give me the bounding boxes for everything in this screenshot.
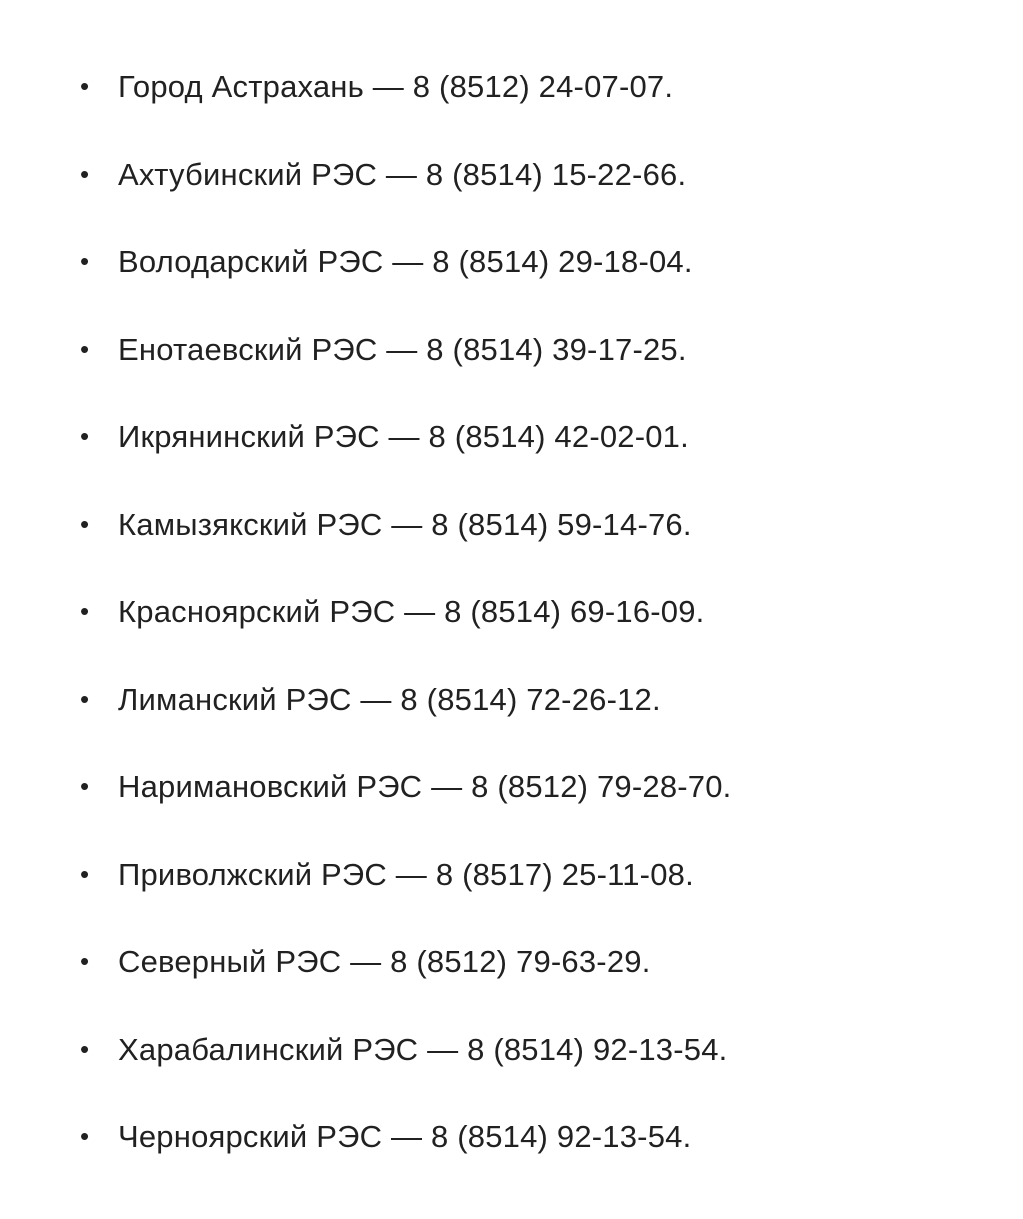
phone-entry-text: Наримановский РЭС — 8 (8512) 79-28-70. — [118, 769, 732, 804]
phone-entry-text: Город Астрахань — 8 (8512) 24-07-07. — [118, 69, 674, 104]
list-item — [80, 854, 1003, 895]
phone-entry-text: Лиманский РЭС — 8 (8514) 72-26-12. — [118, 681, 661, 717]
phone-entry-text: Володарский РЭС — 8 (8514) 29-18-04. — [118, 244, 693, 279]
bullet-icon: • — [80, 946, 90, 976]
bullet-icon: • — [80, 771, 90, 801]
list-item — [80, 941, 1003, 982]
bullet-icon: • — [80, 421, 90, 451]
list-item — [80, 1029, 1003, 1070]
phone-entry-text: Камызякский РЭС — 8 (8514) 59-14-76. — [118, 506, 692, 542]
bullet-icon: • — [80, 1121, 90, 1151]
phone-entry-text: Ахтубинский РЭС — 8 (8514) 15-22-66. — [118, 156, 687, 192]
phone-entry-text: Северный РЭС — 8 (8512) 79-63-29. — [118, 944, 651, 979]
bullet-icon: • — [80, 508, 90, 539]
phone-entry-text: Черноярский РЭС — 8 (8514) 92-13-54. — [118, 1119, 692, 1154]
list-item — [80, 1116, 1003, 1157]
bullet-icon: • — [80, 71, 90, 101]
phone-entry-text: Икрянинский РЭС — 8 (8514) 42-02-01. — [118, 419, 689, 454]
list-item — [80, 416, 1003, 457]
bullet-icon: • — [80, 596, 90, 626]
phone-entry-text: Красноярский РЭС — 8 (8514) 69-16-09. — [118, 594, 705, 629]
bullet-icon: • — [80, 158, 90, 189]
list-item — [80, 591, 1003, 632]
list-item — [80, 504, 1003, 545]
phone-entry-text: Приволжский РЭС — 8 (8517) 25-11-08. — [118, 856, 694, 892]
phone-entry-text: Енотаевский РЭС — 8 (8514) 39-17-25. — [118, 331, 687, 367]
bullet-icon: • — [80, 683, 90, 714]
bullet-icon: • — [80, 333, 90, 364]
list-item — [80, 329, 1003, 370]
phone-entry-text: Харабалинский РЭС — 8 (8514) 92-13-54. — [118, 1031, 728, 1067]
bullet-icon: • — [80, 246, 90, 276]
list-item — [80, 241, 1003, 282]
bullet-icon: • — [80, 858, 90, 889]
list-item — [80, 766, 1003, 807]
list-item — [80, 154, 1003, 195]
list-item — [80, 66, 1003, 107]
bullet-icon: • — [80, 1033, 90, 1064]
list-item — [80, 679, 1003, 720]
